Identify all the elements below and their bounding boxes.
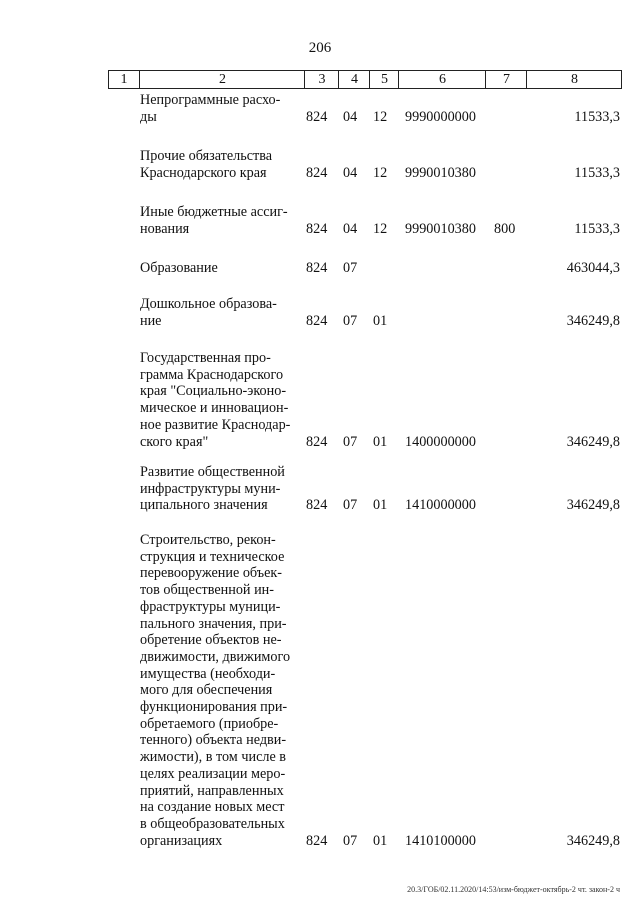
row-name-line: Иные бюджетные ассиг-: [140, 204, 288, 220]
row-name-line: нования: [140, 220, 190, 237]
cell-c8: 11533,3: [574, 220, 620, 237]
row-name-line: струкция и техническое: [140, 548, 285, 565]
row-name-line: края "Социально-эконо-: [140, 383, 287, 400]
cell-c4: 07: [343, 497, 358, 514]
row-name-line: целях реализации меро-: [140, 765, 286, 782]
header-col-1: 1: [120, 72, 128, 87]
row-name-line: пального значения, при-: [140, 615, 287, 632]
cell-c5: 12: [373, 108, 388, 125]
cell-c4: 04: [343, 220, 358, 237]
row-name: [140, 464, 298, 514]
header-col-5: 5: [369, 71, 399, 88]
cell-c6: 9990010380: [405, 220, 476, 237]
row-name-line: инфраструктуры муни-: [140, 480, 281, 497]
header-col-8: 8: [526, 71, 622, 88]
row-name-line: Государственная про-: [140, 350, 271, 366]
row-name-line: функционирования при-: [140, 699, 288, 716]
cell-c3: 824: [306, 497, 328, 514]
cell-c5: 01: [373, 433, 388, 450]
cell-c7: 800: [494, 220, 516, 237]
row-name-line: обретаемого (приобре-: [140, 715, 279, 732]
cell-c8: 346249,8: [566, 312, 620, 329]
cell-c6: 1410100000: [405, 832, 476, 849]
cell-c5: 01: [373, 497, 388, 514]
cell-c8: 346249,8: [566, 832, 620, 849]
row-name-line: жимости), в том числе в: [140, 749, 286, 766]
cell-c8: 11533,3: [574, 164, 620, 181]
header-col-3: 3: [304, 71, 339, 88]
cell-c3: 824: [306, 312, 328, 329]
row-name-line: Дошкольное образова-: [140, 296, 277, 312]
row-name-line: Развитие общественной: [140, 464, 285, 480]
cell-c3: 824: [306, 832, 328, 849]
cell-c4: 04: [343, 164, 358, 181]
row-name-line: ние: [140, 312, 162, 329]
table-header: [108, 70, 622, 89]
row-name-line: грамма Краснодарского: [140, 366, 284, 383]
footer-note: 20.3/ГОБ/02.11.2020/14:53/изм-бюджет-октябрь-2 чт. закон-2 ч: [407, 885, 620, 894]
cell-c8: 463044,3: [566, 260, 620, 276]
row-name-line: имущества (необходи-: [140, 665, 276, 682]
cell-c8: 346249,8: [566, 433, 620, 450]
row-name: [140, 148, 298, 181]
row-name-line: мическое и инновацион-: [140, 400, 289, 417]
cell-c6: 9990000000: [405, 108, 476, 125]
row-name-line: перевооружение объек-: [140, 565, 283, 582]
cell-c4: 07: [343, 260, 358, 276]
row-name-line: тов общественной ин-: [140, 582, 274, 599]
row-name-line: на создание новых мест: [140, 799, 285, 816]
row-name-line: Прочие обязательства: [140, 148, 273, 164]
row-name-line: ского края": [140, 433, 209, 450]
row-name-line: организациях: [140, 832, 223, 849]
row-name: [140, 92, 298, 125]
row-name-line: Непрограммные расхо-: [140, 92, 281, 108]
row-name: [140, 296, 298, 329]
cell-c6: 9990010380: [405, 164, 476, 181]
row-name: [140, 532, 298, 849]
cell-c3: 824: [306, 108, 328, 125]
row-name-line: ное развитие Краснодар-: [140, 416, 291, 433]
header-col-6: 6: [398, 71, 486, 88]
cell-c4: 07: [343, 832, 358, 849]
row-name-line: тенного) объекта недви-: [140, 732, 287, 749]
cell-c3: 824: [306, 433, 328, 450]
cell-c4: 07: [343, 312, 358, 329]
row-name-line: фраструктуры муници-: [140, 598, 281, 615]
cell-c6: 1400000000: [405, 433, 476, 450]
row-name-line: Образование: [140, 260, 218, 276]
row-name-line: движимости, движимого: [140, 648, 291, 665]
cell-c5: 01: [373, 312, 388, 329]
cell-c4: 07: [343, 433, 358, 450]
cell-c5: 12: [373, 220, 388, 237]
cell-c8: 11533,3: [574, 108, 620, 125]
cell-c3: 824: [306, 220, 328, 237]
header-col-7: 7: [485, 71, 527, 88]
row-name-line: ды: [140, 108, 157, 125]
header-col-4: 4: [338, 71, 370, 88]
cell-c8: 346249,8: [566, 497, 620, 514]
row-name-line: обретение объектов не-: [140, 632, 282, 649]
row-name-line: в общеобразовательных: [140, 815, 285, 832]
row-name: [140, 260, 298, 277]
row-name-line: мого для обеспечения: [140, 682, 273, 699]
header-col-2: 2: [139, 71, 305, 88]
cell-c4: 04: [343, 108, 358, 125]
row-name-line: приятий, направленных: [140, 782, 284, 799]
row-name: [140, 204, 298, 237]
cell-c3: 824: [306, 260, 328, 276]
row-name-line: Краснодарского края: [140, 164, 267, 181]
row-name-line: Строительство, рекон-: [140, 532, 276, 548]
row-name-line: ципального значения: [140, 497, 268, 514]
cell-c5: 12: [373, 164, 388, 181]
row-name: [140, 350, 298, 450]
cell-c3: 824: [306, 164, 328, 181]
page-number: 206: [308, 40, 332, 56]
cell-c6: 1410000000: [405, 497, 476, 514]
cell-c5: 01: [373, 832, 388, 849]
